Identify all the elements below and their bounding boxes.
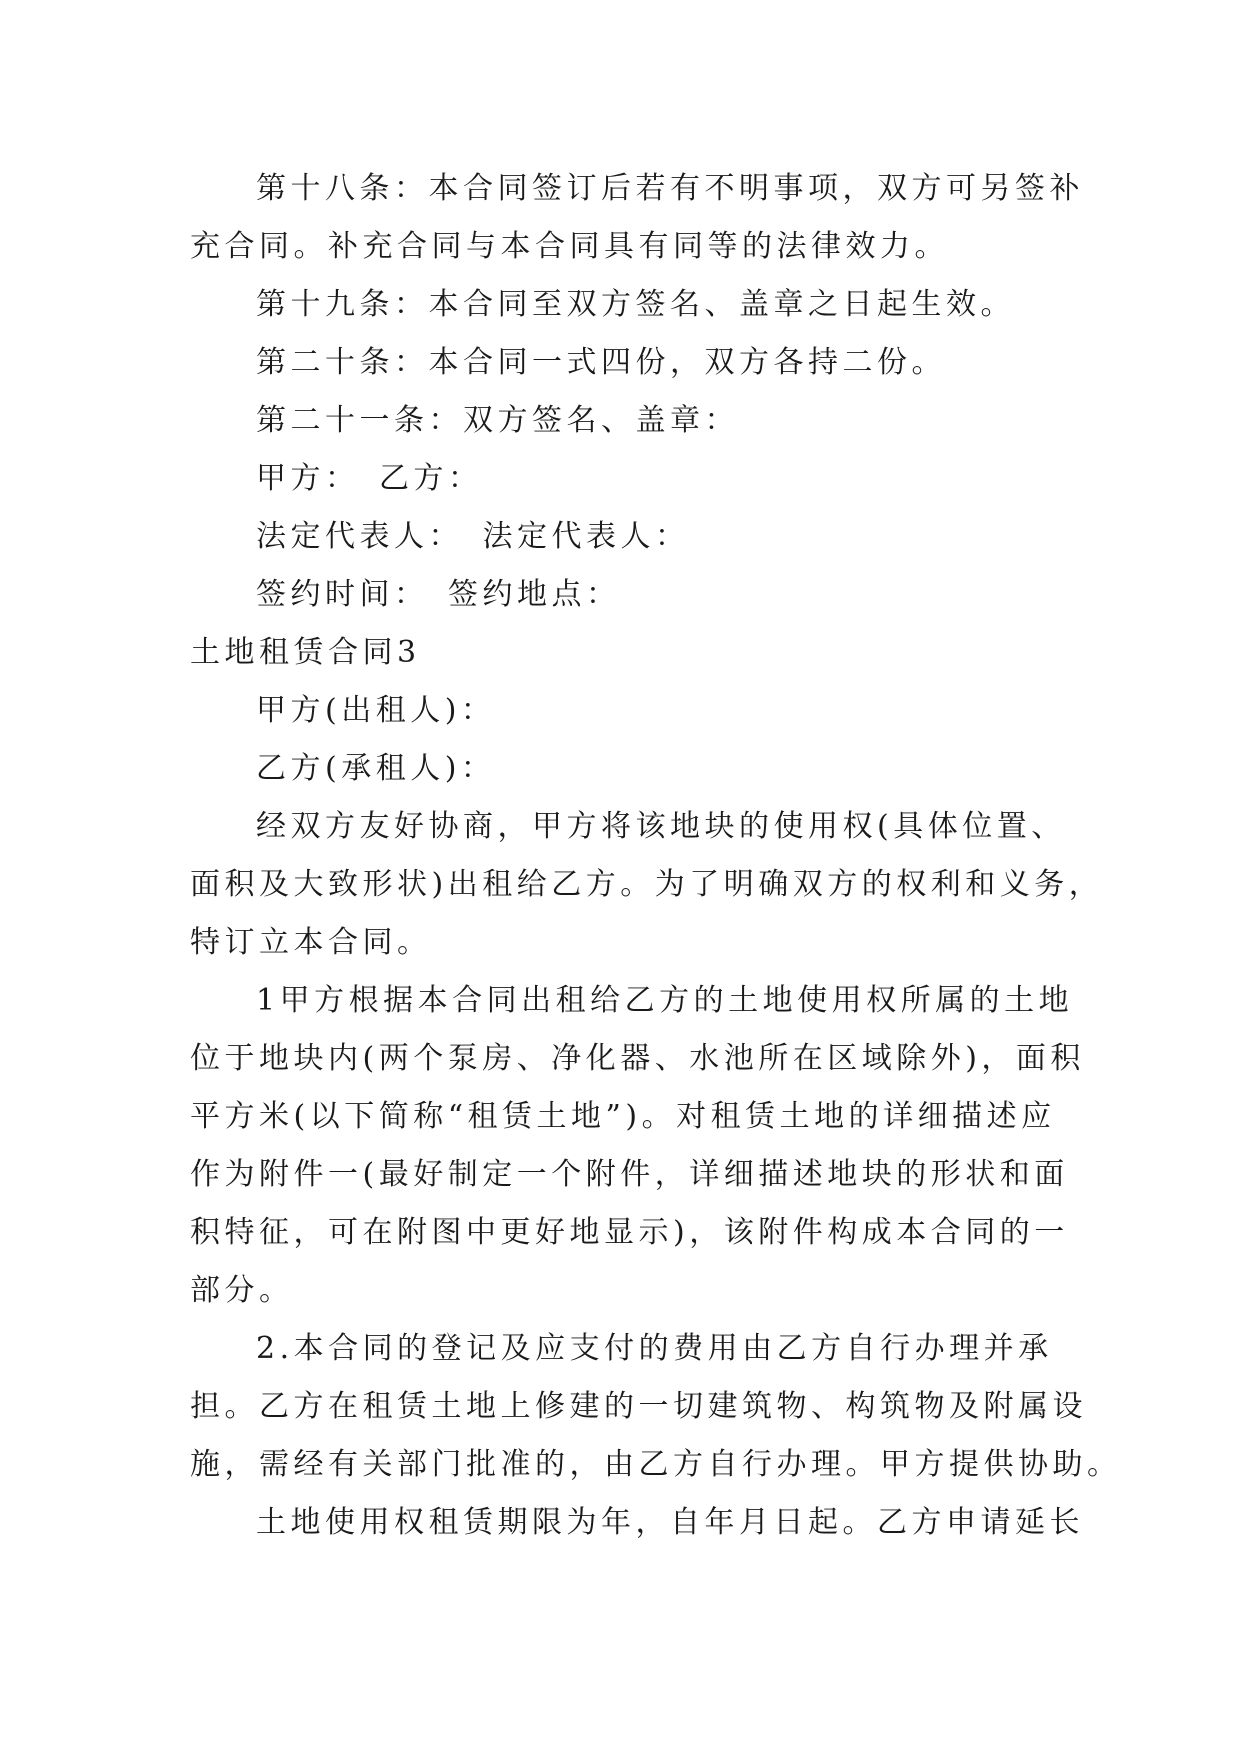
text-line: 位于地块内(两个泵房、净化器、水池所在区域除外)，面积 (190, 1041, 1085, 1076)
text-line: 作为附件一(最好制定一个附件，详细描述地块的形状和面 (190, 1157, 1069, 1192)
text-line: 第二十条：本合同一式四份，双方各持二份。 (256, 345, 946, 380)
text-line: 特订立本合同。 (190, 925, 432, 960)
text-line: 第十八条：本合同签订后若有不明事项，双方可另签补 (256, 171, 1084, 206)
text-line: 土地使用权租赁期限为年，自年月日起。乙方申请延长 (256, 1505, 1084, 1540)
text-line: 充合同。补充合同与本合同具有同等的法律效力。 (190, 229, 949, 264)
text-line: 乙方(承租人)： (256, 751, 496, 786)
text-line: 1甲方根据本合同出租给乙方的土地使用权所属的土地 (256, 983, 1074, 1018)
text-line: 积特征，可在附图中更好地显示)，该附件构成本合同的一 (190, 1215, 1069, 1250)
text-line: 施，需经有关部门批准的，由乙方自行办理。甲方提供协助。 (190, 1447, 1122, 1482)
text-line: 签约时间： 签约地点： (256, 577, 621, 612)
text-line: 经双方友好协商，甲方将该地块的使用权(具体位置、 (256, 809, 1066, 844)
text-line: 第十九条：本合同至双方签名、盖章之日起生效。 (256, 287, 1015, 322)
text-line: 担。乙方在租赁土地上修建的一切建筑物、构筑物及附属设 (190, 1389, 1087, 1424)
text-line: 甲方： 乙方： (256, 461, 483, 496)
section-heading: 土地租赁合同3 (190, 635, 421, 670)
document-body (190, 160, 1122, 1552)
text-line: 第二十一条：双方签名、盖章： (256, 403, 739, 438)
text-line: 部分。 (190, 1273, 294, 1308)
text-line: 2.本合同的登记及应支付的费用由乙方自行办理并承 (256, 1331, 1053, 1366)
text-line: 面积及大致形状)出租给乙方。为了明确双方的权利和义务， (190, 867, 1104, 902)
text-line: 平方米(以下简称“租赁土地”)。对租赁土地的详细描述应 (190, 1099, 1056, 1134)
text-line: 法定代表人： 法定代表人： (256, 519, 690, 554)
text-line: 甲方(出租人)： (256, 693, 496, 728)
